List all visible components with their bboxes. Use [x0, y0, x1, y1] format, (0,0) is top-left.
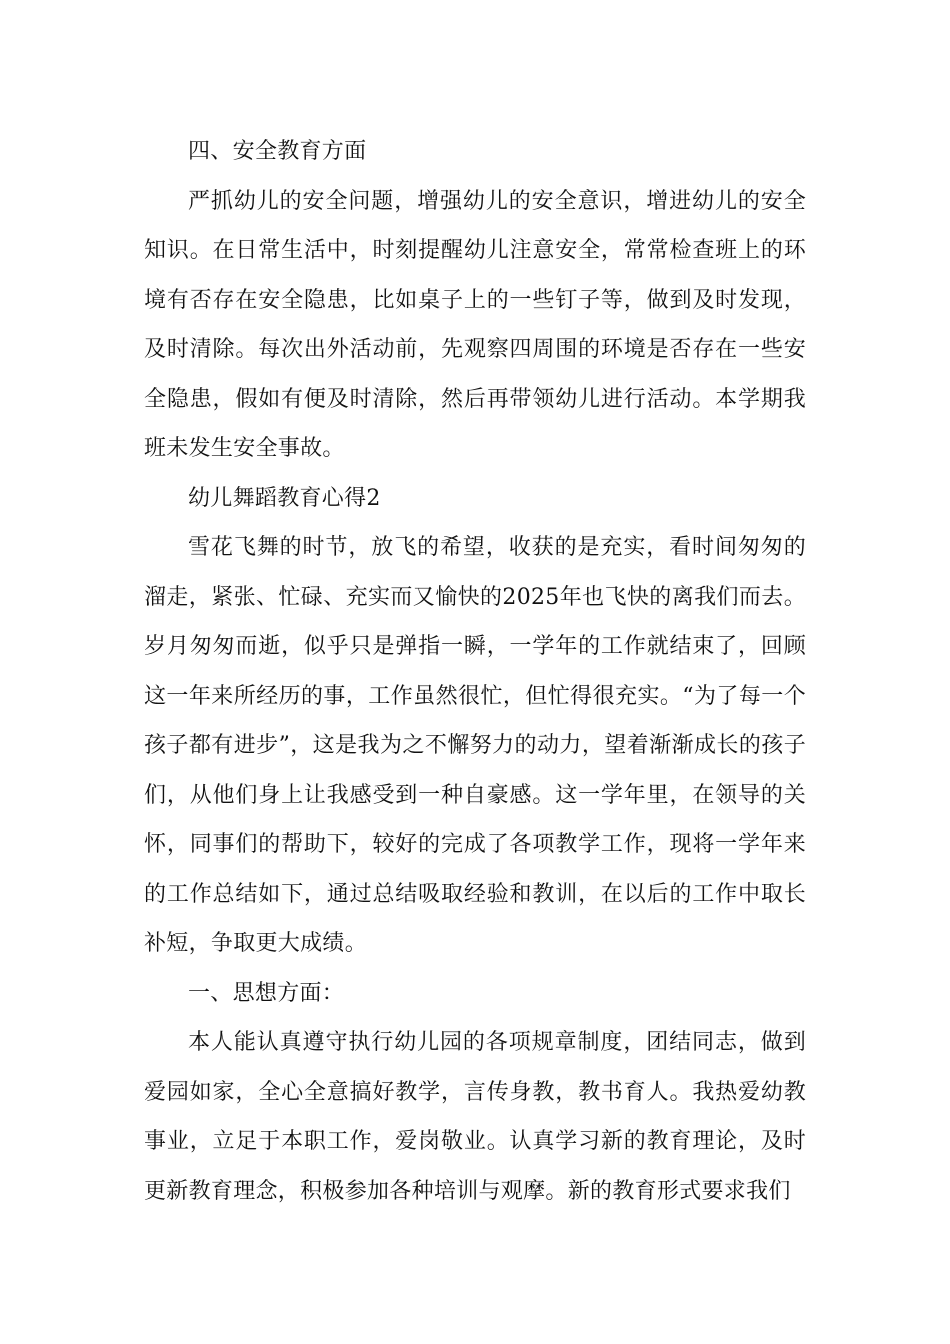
paragraph-intro: 雪花飞舞的时节，放飞的希望，收获的是充实，看时间匆匆的溜走，紧张、忙碌、充实而又愉快的2025年也飞快的离我们而去。岁月匆匆而逝，似乎只是弹指一瞬，一学年的工作就结束了，回顾这一年来所经历的事，工作虽然很忙，但忙得很充实。“为了每一个孩子都有进步”，这是我为之不懈努力的动力，望着渐渐成长的孩子们，从他们身上让我感受到一种自豪感。这一学年里，在领导的关怀，同事们的帮助下，较好的完成了各项教学工作，现将一学年来的工作总结如下，通过总结吸取经验和教训，在以后的工作中取长补短，争取更大成绩。: [144, 535, 806, 956]
section-heading-thought: 一、思想方面：: [188, 980, 345, 1006]
document-body: [144, 127, 806, 1216]
section-heading-safety: 四、安全教育方面: [188, 139, 367, 164]
essay-title: 幼儿舞蹈教育心得2: [188, 485, 381, 511]
paragraph-safety: 严抓幼儿的安全问题，增强幼儿的安全意识，增进幼儿的安全知识。在日常生活中，时刻提醒幼儿注意安全，常常检查班上的环境有否存在安全隐患，比如桌子上的一些钉子等，做到及时发现，及时清除。每次出外活动前，先观察四周围的环境是否存在一些安全隐患，假如有便及时清除，然后再带领幼儿进行活动。本学期我班未发生安全事故。: [144, 188, 806, 461]
paragraph-thought: 本人能认真遵守执行幼儿园的各项规章制度，团结同志，做到爱园如家，全心全意搞好教学，言传身教，教书育人。我热爱幼教事业，立足于本职工作，爱岗敬业。认真学习新的教育理论，及时更新教育理念，积极参加各种培训与观摩。新的教育形式要求我们: [144, 1030, 806, 1204]
